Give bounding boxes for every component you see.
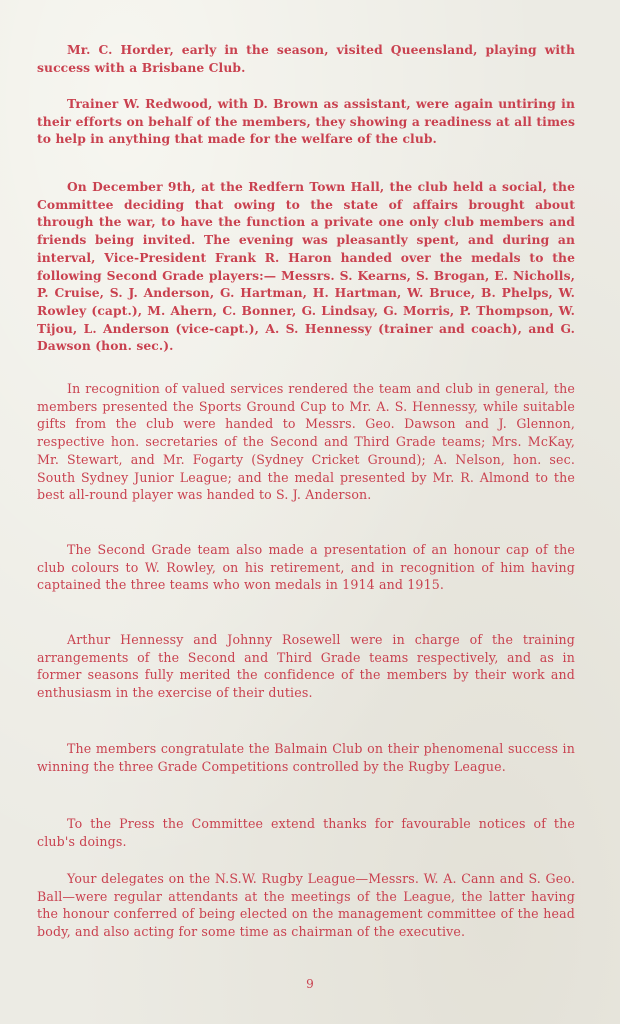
paragraph-trainer: Trainer W. Redwood, with D. Brown as assistant, were again untiring in their efforts on behalf of the members, they showing a readiness at all times to help in anything that made for the welfare of the club. xyxy=(37,96,575,147)
paragraph-press: To the Press the Committee extend thanks for favourable notices of the club's doings. xyxy=(37,816,575,849)
page-number: 9 xyxy=(306,977,314,991)
paragraph-horder: Mr. C. Horder, early in the season, visited Queensland, playing with success with a Brisbane Club. xyxy=(37,42,575,75)
paragraph-delegates: Your delegates on the N.S.W. Rugby League—Messrs. W. A. Cann and S. Geo. Ball—were regular attendants at the meetings of the League, the latter having the honour conferred of being elected on the management committee of the head body, and also acting for some time as chairman of the executive. xyxy=(37,871,575,940)
paragraph-balmain: The members congratulate the Balmain Club on their phenomenal success in winning the three Grade Competitions controlled by the Rugby League. xyxy=(37,741,575,774)
paragraph-training: Arthur Hennessy and Johnny Rosewell were in charge of the training arrangements of the Second and Third Grade teams respectively, and as in former seasons fully merited the confidence of the members by their work and enthusiasm in the exercise of their duties. xyxy=(37,632,575,701)
paragraph-honour-cap: The Second Grade team also made a presentation of an honour cap of the club colours to W. Rowley, on his retirement, and in recognition of him having captained the three teams who won medals in 1914 and 1915. xyxy=(37,542,575,593)
paragraph-social: On December 9th, at the Redfern Town Hall, the club held a social, the Committee deciding that owing to the state of affairs brought about through the war, to have the function a private one only club members and friends being invited. The evening was pleasantly spent, and during an interval, Vice-President Frank R. Haron handed over the medals to the following Second Grade players:— Messrs. S. Kearns, S. Brogan, E. Nicholls, P. Cruise, S. J. Anderson, G. Hartman, H. Hartman, W. Bruce, B. Phelps, W. Rowley (capt.), M. Ahern, C. Bonner, G. Lindsay, G. Morris, P. Thompson, W. Tijou, L. Anderson (vice-capt.), A. S. Hennessy (trainer and coach), and G. Dawson (hon. sec.). xyxy=(37,179,575,354)
paragraph-recognition: In recognition of valued services rendered the team and club in general, the members presented the Sports Ground Cup to Mr. A. S. Hennessy, while suitable gifts from the club were handed to Messrs. Geo. Dawson and J. Glennon, respective hon. secretaries of the Second and Third Grade teams; Mrs. McKay, Mr. Stewart, and Mr. Fogarty (Sydney Cricket Ground); A. Nelson, hon. sec. South Sydney Junior League; and the medal presented by Mr. R. Almond to the best all-round player was handed to S. J. Anderson. xyxy=(37,381,575,503)
